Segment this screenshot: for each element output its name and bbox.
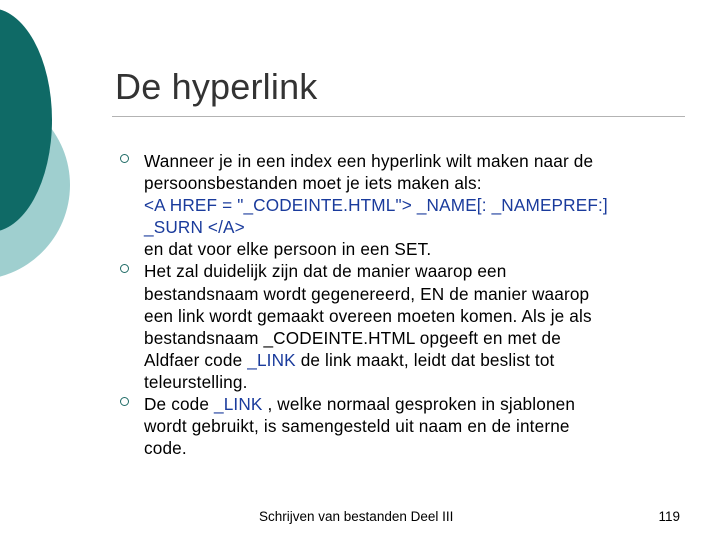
text-run: de link maakt, leidt dat beslist tot (295, 349, 555, 370)
title-divider (112, 116, 685, 117)
bullet-line: teleurstelling. (144, 371, 248, 392)
bullet-line-code: <A HREF = "_CODEINTE.HTML"> _NAME[: _NAMEPREF:] (144, 195, 608, 216)
bullet-circle-icon (120, 397, 129, 406)
bullet-item (116, 150, 686, 260)
bullet-line-code: _SURN </A> (144, 217, 245, 238)
code-keyword: _LINK (214, 394, 263, 415)
decorative-circles (0, 0, 120, 300)
bullet-line: code. (144, 438, 187, 459)
bullet-circle-icon (120, 154, 129, 163)
bullet-line: en dat voor elke persoon in een SET. (144, 239, 432, 260)
bullet-line-mixed (144, 393, 686, 415)
bullet-item (116, 260, 686, 393)
text-run: De code (144, 394, 214, 415)
bullet-list (116, 150, 686, 459)
text-run: Aldfaer code (144, 349, 248, 370)
bullet-circle-icon (120, 264, 129, 273)
slide-footer: Schrijven van bestanden Deel III (259, 509, 454, 524)
bullet-line: Het zal duidelijk zijn dat de manier waarop een (144, 261, 507, 282)
bullet-line-mixed (144, 349, 686, 371)
bullet-line: persoonsbestanden moet je iets maken als: (144, 173, 482, 194)
bullet-line: wordt gebruikt, is samengesteld uit naam en de interne (144, 416, 570, 437)
bullet-line: een link wordt gemaakt overeen moeten komen. Als je als (144, 305, 592, 326)
bullet-line: Wanneer je in een index een hyperlink wilt maken naar de (144, 151, 594, 171)
code-keyword: _LINK (247, 349, 296, 370)
bullet-line: bestandsnaam wordt gegenereerd, EN de manier waarop (144, 283, 590, 304)
page-number: 119 (658, 509, 680, 524)
bullet-item (116, 393, 686, 459)
text-run: , welke normaal gesproken in sjablonen (262, 394, 576, 415)
slide-title: De hyperlink (115, 66, 318, 107)
bullet-line: bestandsnaam _CODEINTE.HTML opgeeft en met de (144, 327, 561, 348)
